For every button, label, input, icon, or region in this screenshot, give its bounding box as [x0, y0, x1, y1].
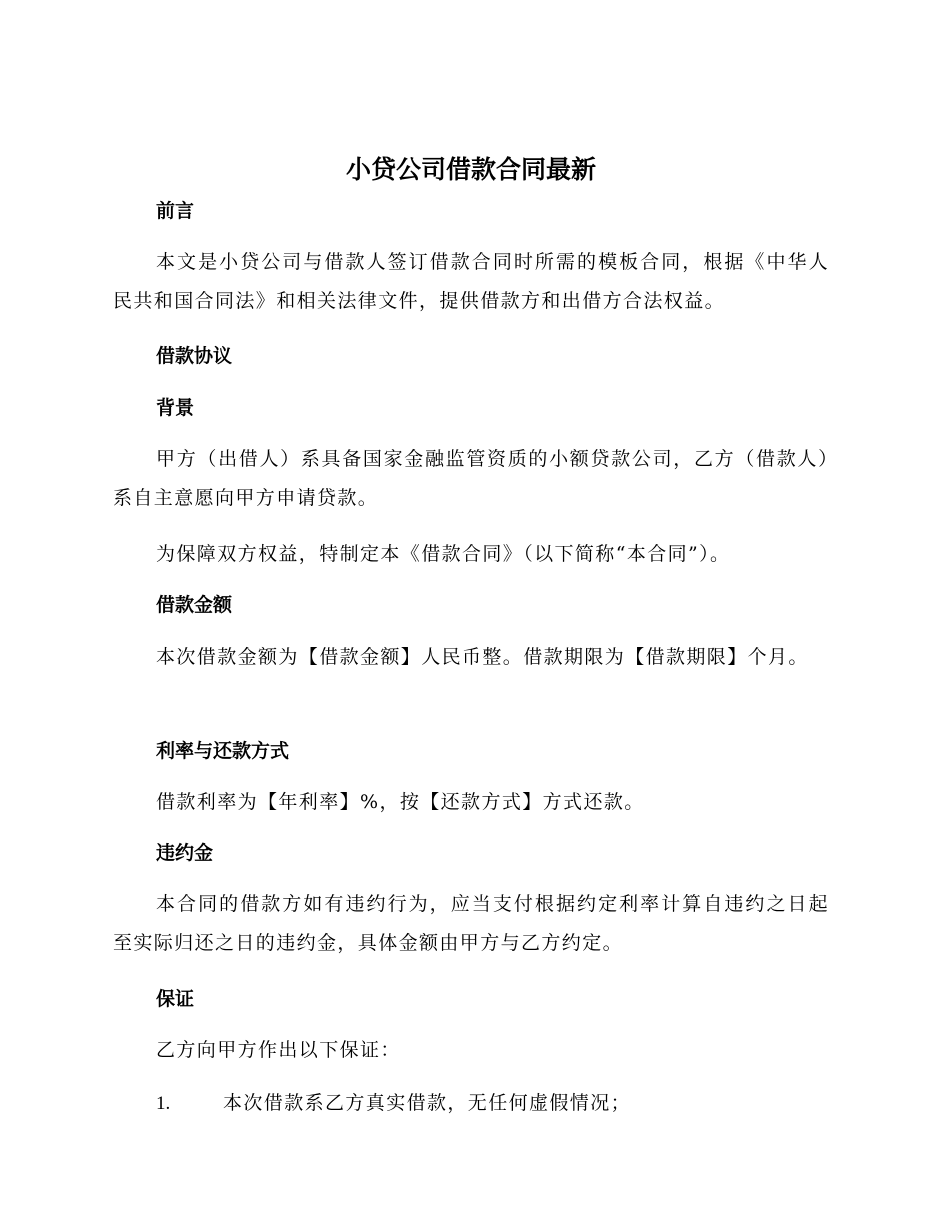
background-paragraph-2: 为保障双方权益，特制定本《借款合同》（以下简称“本合同”）。	[156, 543, 731, 565]
penalty-heading: 违约金	[156, 842, 214, 864]
penalty-paragraph: 本合同的借款方如有违约行为，应当支付根据约定利率计算自违约之日起至实际归还之日的违约金，具体金额由甲方与乙方约定。	[113, 893, 829, 954]
agreement-heading: 借款协议	[156, 345, 233, 367]
list-number: 1.	[156, 1093, 171, 1114]
preface-heading: 前言	[156, 200, 195, 222]
guarantee-intro: 乙方向甲方作出以下保证：	[156, 1039, 401, 1061]
list-item-text: 本次借款系乙方真实借款，无任何虚假情况；	[223, 1092, 632, 1114]
background-heading: 背景	[156, 397, 195, 419]
rate-heading: 利率与还款方式	[156, 740, 290, 762]
amount-heading: 借款金额	[156, 594, 233, 616]
guarantee-heading: 保证	[156, 988, 195, 1010]
document-title: 小贷公司借款合同最新	[345, 155, 596, 184]
background-paragraph-1: 甲方（出借人）系具备国家金融监管资质的小额贷款公司，乙方（借款人）系自主意愿向甲方申请贷款。	[113, 448, 829, 509]
rate-paragraph: 借款利率为【年利率】%，按【还款方式】方式还款。	[156, 791, 645, 813]
preface-paragraph: 本文是小贷公司与借款人签订借款合同时所需的模板合同，根据《中华人民共和国合同法》和相关法律文件，提供借款方和出借方合法权益。	[113, 251, 829, 312]
amount-paragraph: 本次借款金额为【借款金额】人民币整。借款期限为【借款期限】个月。	[156, 646, 809, 668]
guarantee-list-item	[156, 1089, 829, 1118]
